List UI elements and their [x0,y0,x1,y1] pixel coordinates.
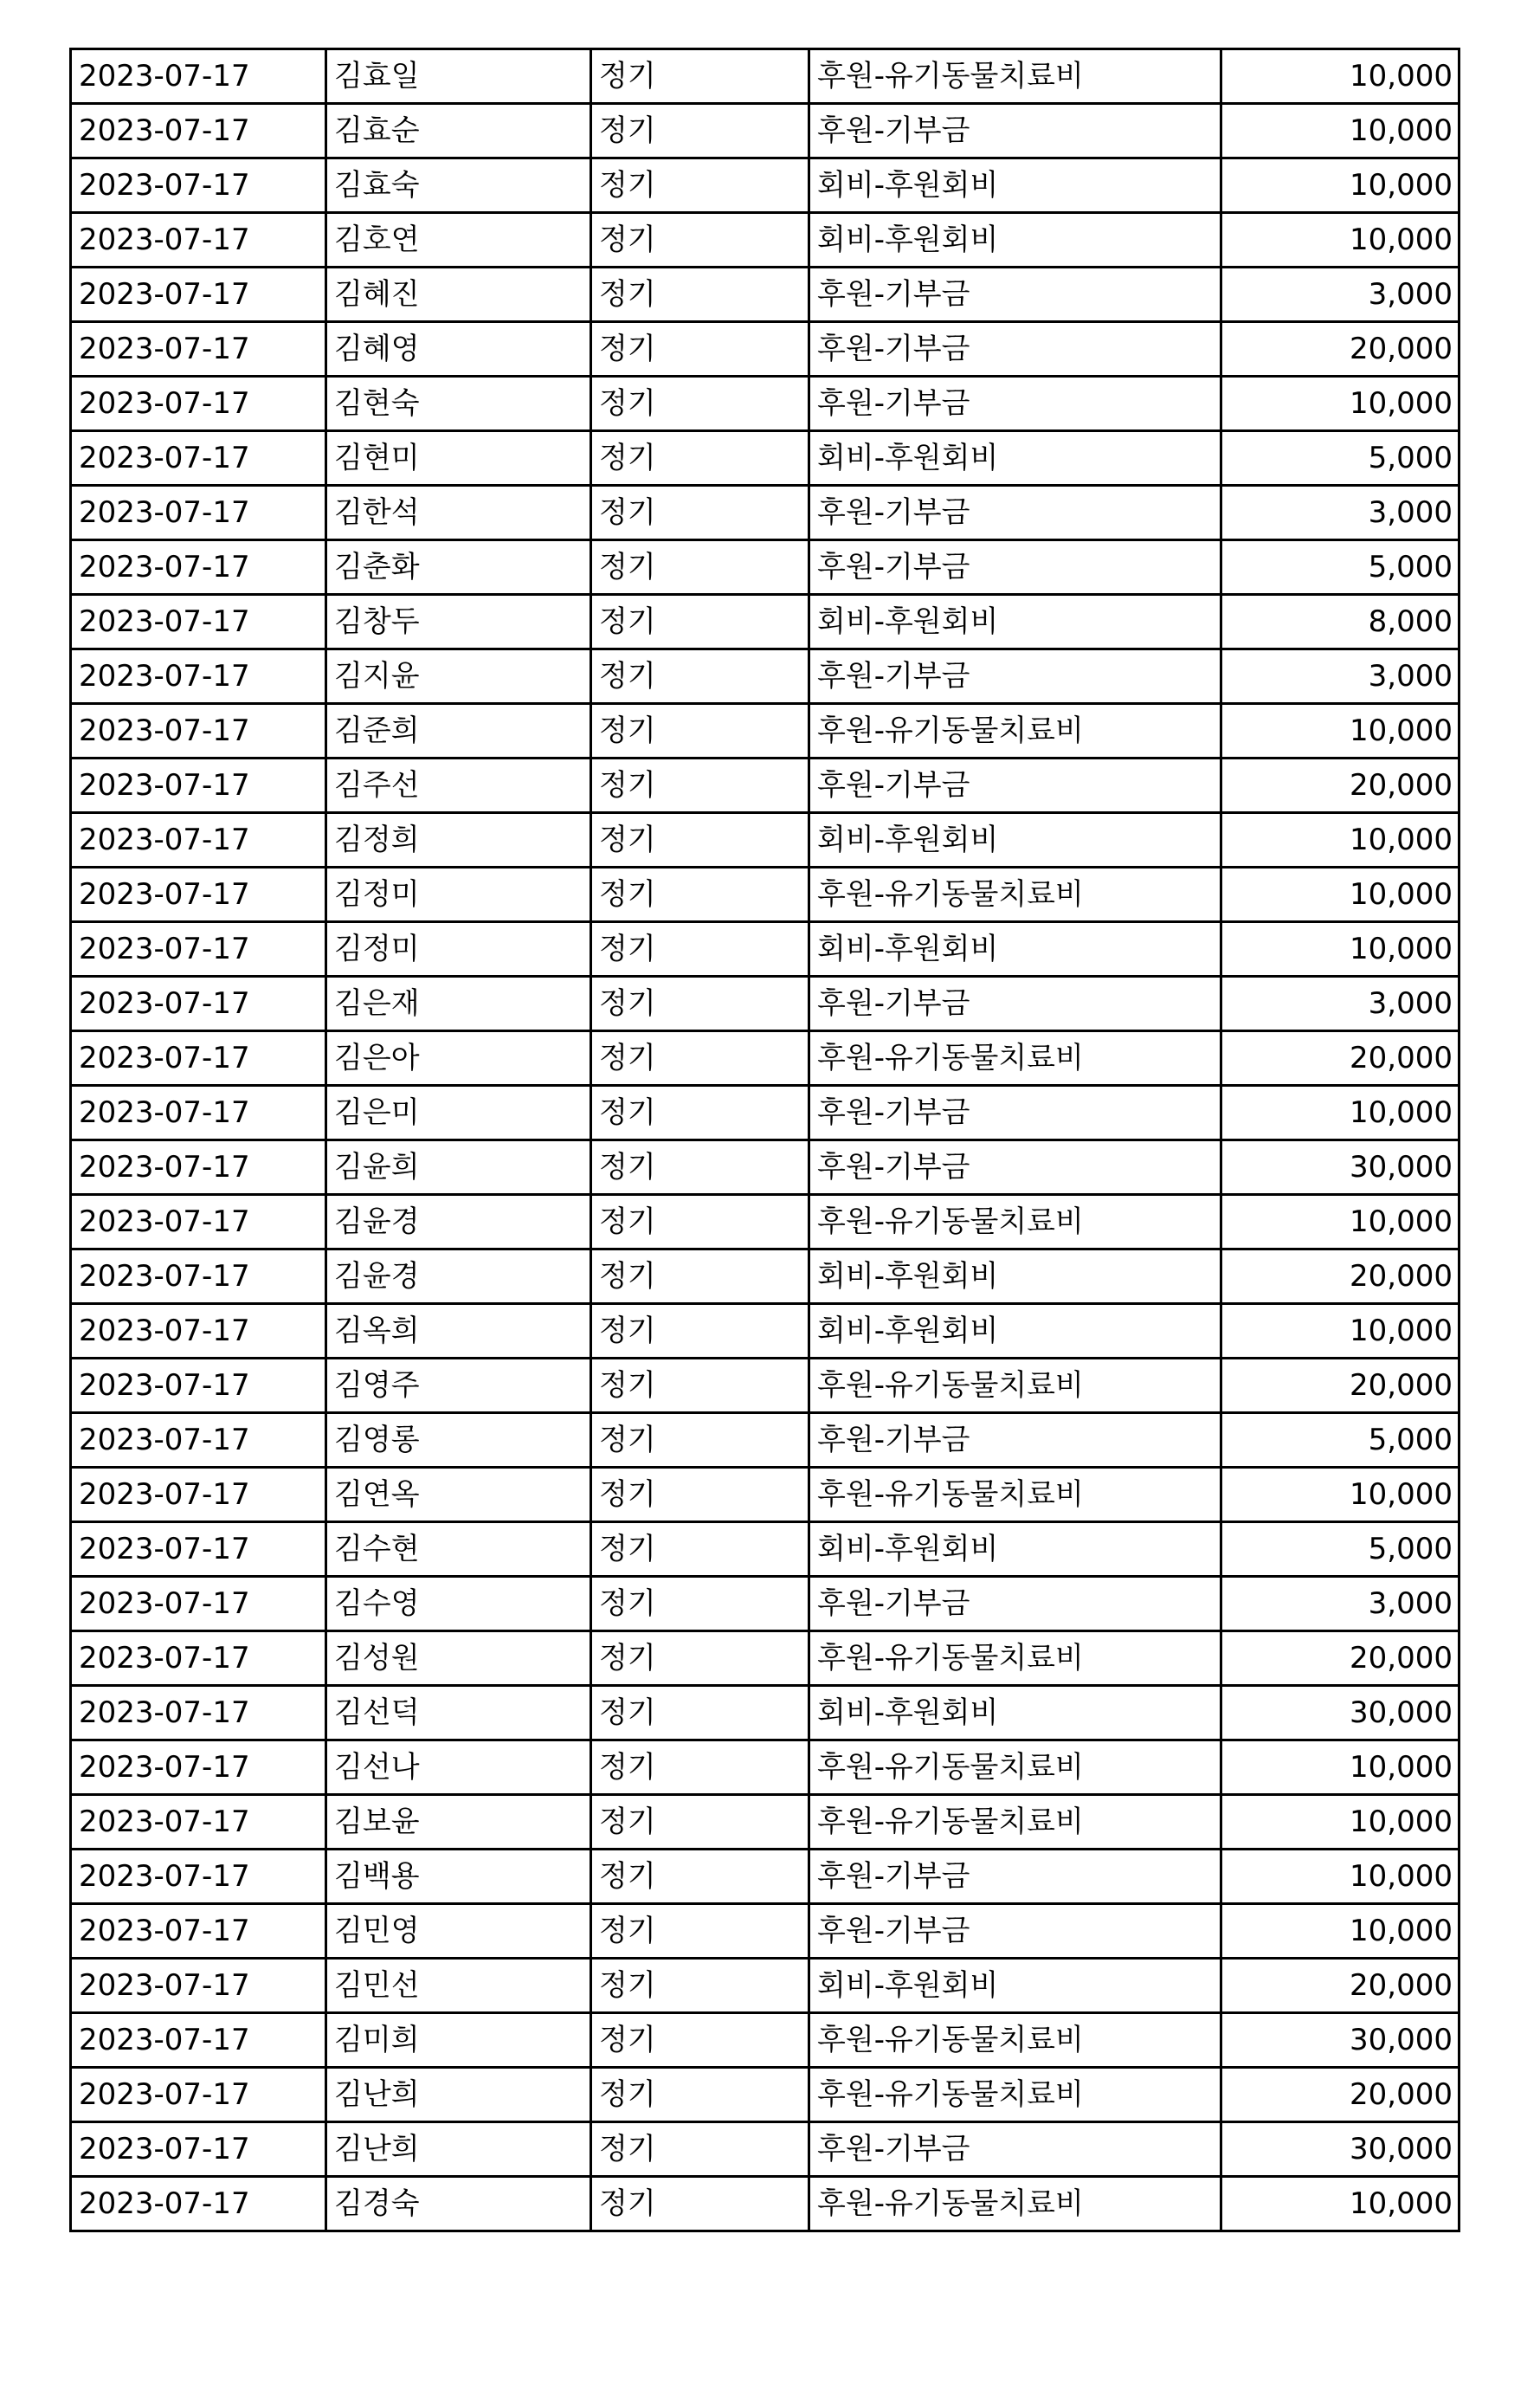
table-row [71,1686,1459,1740]
donor-name-cell: 김현숙 [326,377,591,431]
date-cell: 2023-07-17 [71,49,326,104]
table-row [71,1577,1459,1631]
donor-name-cell: 김호연 [326,213,591,268]
category-cell: 후원-기부금 [809,1850,1221,1904]
donation-type-cell: 정기 [591,595,809,649]
category-cell: 후원-기부금 [809,759,1221,813]
donation-type-cell: 정기 [591,1468,809,1522]
amount-cell: 30,000 [1221,1686,1459,1740]
table-row [71,1086,1459,1140]
donor-name-cell: 김수영 [326,1577,591,1631]
donation-type-cell: 정기 [591,268,809,322]
donor-name-cell: 김선덕 [326,1686,591,1740]
category-cell: 후원-기부금 [809,2122,1221,2177]
amount-cell: 30,000 [1221,2013,1459,2068]
category-cell: 후원-기부금 [809,1413,1221,1468]
table-row [71,2068,1459,2122]
donor-name-cell: 김혜영 [326,322,591,377]
donor-name-cell: 김효일 [326,49,591,104]
amount-cell: 8,000 [1221,595,1459,649]
category-cell: 회비-후원회비 [809,595,1221,649]
amount-cell: 3,000 [1221,268,1459,322]
amount-cell: 20,000 [1221,759,1459,813]
table-row [71,759,1459,813]
table-row [71,1740,1459,1795]
ledger-body [71,49,1459,2231]
donor-name-cell: 김효순 [326,104,591,158]
category-cell: 후원-유기동물치료비 [809,1740,1221,1795]
category-cell: 후원-유기동물치료비 [809,49,1221,104]
table-row [71,1959,1459,2013]
category-cell: 후원-기부금 [809,649,1221,704]
donor-name-cell: 김윤경 [326,1195,591,1249]
date-cell: 2023-07-17 [71,1195,326,1249]
date-cell: 2023-07-17 [71,1359,326,1413]
date-cell: 2023-07-17 [71,1249,326,1304]
donation-type-cell: 정기 [591,1359,809,1413]
donor-name-cell: 김은미 [326,1086,591,1140]
table-row [71,1904,1459,1959]
amount-cell: 10,000 [1221,1904,1459,1959]
amount-cell: 20,000 [1221,1959,1459,2013]
amount-cell: 30,000 [1221,2122,1459,2177]
category-cell: 후원-기부금 [809,1904,1221,1959]
donation-type-cell: 정기 [591,1795,809,1850]
donation-type-cell: 정기 [591,1577,809,1631]
donation-type-cell: 정기 [591,1850,809,1904]
amount-cell: 10,000 [1221,104,1459,158]
category-cell: 후원-기부금 [809,268,1221,322]
table-row [71,377,1459,431]
donor-name-cell: 김한석 [326,486,591,540]
amount-cell: 10,000 [1221,868,1459,922]
amount-cell: 10,000 [1221,49,1459,104]
donation-type-cell: 정기 [591,2122,809,2177]
table-row [71,649,1459,704]
donation-type-cell: 정기 [591,158,809,213]
date-cell: 2023-07-17 [71,649,326,704]
category-cell: 후원-기부금 [809,322,1221,377]
table-row [71,922,1459,977]
donor-name-cell: 김선나 [326,1740,591,1795]
donor-name-cell: 김영주 [326,1359,591,1413]
table-row [71,104,1459,158]
date-cell: 2023-07-17 [71,2122,326,2177]
category-cell: 회비-후원회비 [809,213,1221,268]
amount-cell: 10,000 [1221,2177,1459,2231]
category-cell: 후원-유기동물치료비 [809,2013,1221,2068]
donation-type-cell: 정기 [591,1304,809,1359]
table-row [71,268,1459,322]
category-cell: 후원-유기동물치료비 [809,1795,1221,1850]
date-cell: 2023-07-17 [71,759,326,813]
date-cell: 2023-07-17 [71,2068,326,2122]
amount-cell: 5,000 [1221,540,1459,595]
amount-cell: 20,000 [1221,1249,1459,1304]
table-row [71,1249,1459,1304]
table-row [71,2013,1459,2068]
date-cell: 2023-07-17 [71,1577,326,1631]
donor-name-cell: 김정희 [326,813,591,868]
donor-name-cell: 김연옥 [326,1468,591,1522]
donation-type-cell: 정기 [591,759,809,813]
date-cell: 2023-07-17 [71,431,326,486]
date-cell: 2023-07-17 [71,1850,326,1904]
donor-name-cell: 김윤희 [326,1140,591,1195]
category-cell: 후원-기부금 [809,1140,1221,1195]
date-cell: 2023-07-17 [71,1140,326,1195]
category-cell: 후원-기부금 [809,104,1221,158]
donor-name-cell: 김경숙 [326,2177,591,2231]
table-row [71,2122,1459,2177]
donor-name-cell: 김보윤 [326,1795,591,1850]
donor-name-cell: 김혜진 [326,268,591,322]
donation-type-cell: 정기 [591,1249,809,1304]
donor-name-cell: 김영롱 [326,1413,591,1468]
donation-type-cell: 정기 [591,1904,809,1959]
category-cell: 후원-유기동물치료비 [809,1468,1221,1522]
donation-type-cell: 정기 [591,431,809,486]
donation-type-cell: 정기 [591,922,809,977]
date-cell: 2023-07-17 [71,2177,326,2231]
category-cell: 후원-기부금 [809,540,1221,595]
category-cell: 후원-유기동물치료비 [809,1031,1221,1086]
category-cell: 후원-유기동물치료비 [809,2177,1221,2231]
amount-cell: 10,000 [1221,922,1459,977]
amount-cell: 10,000 [1221,158,1459,213]
donation-type-cell: 정기 [591,704,809,759]
donation-type-cell: 정기 [591,868,809,922]
amount-cell: 3,000 [1221,1577,1459,1631]
amount-cell: 10,000 [1221,1850,1459,1904]
donation-type-cell: 정기 [591,1631,809,1686]
table-row [71,1631,1459,1686]
category-cell: 후원-유기동물치료비 [809,1195,1221,1249]
amount-cell: 10,000 [1221,1086,1459,1140]
category-cell: 회비-후원회비 [809,1249,1221,1304]
date-cell: 2023-07-17 [71,1031,326,1086]
date-cell: 2023-07-17 [71,1959,326,2013]
table-row [71,431,1459,486]
table-row [71,158,1459,213]
date-cell: 2023-07-17 [71,922,326,977]
table-row [71,2177,1459,2231]
donor-name-cell: 김민영 [326,1904,591,1959]
donation-type-cell: 정기 [591,49,809,104]
amount-cell: 5,000 [1221,1413,1459,1468]
category-cell: 회비-후원회비 [809,158,1221,213]
category-cell: 후원-유기동물치료비 [809,1631,1221,1686]
category-cell: 회비-후원회비 [809,1304,1221,1359]
table-row [71,1304,1459,1359]
donation-type-cell: 정기 [591,213,809,268]
donor-name-cell: 김백용 [326,1850,591,1904]
category-cell: 회비-후원회비 [809,431,1221,486]
date-cell: 2023-07-17 [71,1086,326,1140]
category-cell: 후원-유기동물치료비 [809,868,1221,922]
amount-cell: 10,000 [1221,213,1459,268]
donation-ledger-table [69,48,1460,2232]
amount-cell: 20,000 [1221,1631,1459,1686]
date-cell: 2023-07-17 [71,1686,326,1740]
table-row [71,49,1459,104]
amount-cell: 10,000 [1221,377,1459,431]
date-cell: 2023-07-17 [71,486,326,540]
donation-type-cell: 정기 [591,1086,809,1140]
donor-name-cell: 김옥희 [326,1304,591,1359]
amount-cell: 10,000 [1221,1304,1459,1359]
date-cell: 2023-07-17 [71,213,326,268]
amount-cell: 30,000 [1221,1140,1459,1195]
category-cell: 후원-기부금 [809,486,1221,540]
date-cell: 2023-07-17 [71,104,326,158]
category-cell: 후원-기부금 [809,1086,1221,1140]
table-row [71,213,1459,268]
date-cell: 2023-07-17 [71,1413,326,1468]
donation-type-cell: 정기 [591,2068,809,2122]
donor-name-cell: 김난희 [326,2122,591,2177]
date-cell: 2023-07-17 [71,595,326,649]
donor-name-cell: 김현미 [326,431,591,486]
table-row [71,1522,1459,1577]
donor-name-cell: 김은아 [326,1031,591,1086]
amount-cell: 20,000 [1221,1359,1459,1413]
donor-name-cell: 김난희 [326,2068,591,2122]
table-row [71,1140,1459,1195]
table-row [71,1850,1459,1904]
date-cell: 2023-07-17 [71,1631,326,1686]
amount-cell: 10,000 [1221,1468,1459,1522]
table-row [71,540,1459,595]
table-row [71,977,1459,1031]
date-cell: 2023-07-17 [71,158,326,213]
table-row [71,322,1459,377]
donor-name-cell: 김윤경 [326,1249,591,1304]
amount-cell: 5,000 [1221,1522,1459,1577]
amount-cell: 20,000 [1221,2068,1459,2122]
category-cell: 후원-유기동물치료비 [809,2068,1221,2122]
date-cell: 2023-07-17 [71,1904,326,1959]
donation-type-cell: 정기 [591,1959,809,2013]
category-cell: 회비-후원회비 [809,922,1221,977]
donation-type-cell: 정기 [591,2177,809,2231]
donor-name-cell: 김정미 [326,868,591,922]
amount-cell: 5,000 [1221,431,1459,486]
donation-type-cell: 정기 [591,322,809,377]
category-cell: 후원-유기동물치료비 [809,1359,1221,1413]
table-row [71,1031,1459,1086]
category-cell: 회비-후원회비 [809,813,1221,868]
date-cell: 2023-07-17 [71,322,326,377]
amount-cell: 10,000 [1221,704,1459,759]
table-row [71,595,1459,649]
donor-name-cell: 김정미 [326,922,591,977]
amount-cell: 10,000 [1221,1740,1459,1795]
donation-type-cell: 정기 [591,1140,809,1195]
donor-name-cell: 김주선 [326,759,591,813]
table-row [71,704,1459,759]
date-cell: 2023-07-17 [71,977,326,1031]
date-cell: 2023-07-17 [71,540,326,595]
donor-name-cell: 김지윤 [326,649,591,704]
category-cell: 회비-후원회비 [809,1686,1221,1740]
donor-name-cell: 김준희 [326,704,591,759]
date-cell: 2023-07-17 [71,377,326,431]
table-row [71,1359,1459,1413]
donation-type-cell: 정기 [591,977,809,1031]
donation-type-cell: 정기 [591,1413,809,1468]
donor-name-cell: 김창두 [326,595,591,649]
donation-type-cell: 정기 [591,377,809,431]
donation-type-cell: 정기 [591,1195,809,1249]
donor-name-cell: 김춘화 [326,540,591,595]
amount-cell: 20,000 [1221,322,1459,377]
donation-type-cell: 정기 [591,1686,809,1740]
category-cell: 후원-기부금 [809,977,1221,1031]
donation-type-cell: 정기 [591,813,809,868]
category-cell: 후원-기부금 [809,1577,1221,1631]
amount-cell: 3,000 [1221,486,1459,540]
table-row [71,486,1459,540]
donor-name-cell: 김수현 [326,1522,591,1577]
table-row [71,1795,1459,1850]
date-cell: 2023-07-17 [71,1522,326,1577]
amount-cell: 3,000 [1221,977,1459,1031]
date-cell: 2023-07-17 [71,813,326,868]
category-cell: 회비-후원회비 [809,1959,1221,2013]
amount-cell: 10,000 [1221,1795,1459,1850]
donation-type-cell: 정기 [591,649,809,704]
table-row [71,813,1459,868]
category-cell: 회비-후원회비 [809,1522,1221,1577]
donation-type-cell: 정기 [591,1522,809,1577]
donation-type-cell: 정기 [591,104,809,158]
donor-name-cell: 김성원 [326,1631,591,1686]
category-cell: 후원-기부금 [809,377,1221,431]
donation-type-cell: 정기 [591,486,809,540]
date-cell: 2023-07-17 [71,2013,326,2068]
amount-cell: 10,000 [1221,813,1459,868]
amount-cell: 3,000 [1221,649,1459,704]
date-cell: 2023-07-17 [71,1304,326,1359]
donation-type-cell: 정기 [591,1740,809,1795]
donor-name-cell: 김은재 [326,977,591,1031]
donation-type-cell: 정기 [591,1031,809,1086]
donor-name-cell: 김민선 [326,1959,591,2013]
table-row [71,1468,1459,1522]
category-cell: 후원-유기동물치료비 [809,704,1221,759]
table-row [71,1413,1459,1468]
date-cell: 2023-07-17 [71,868,326,922]
amount-cell: 20,000 [1221,1031,1459,1086]
date-cell: 2023-07-17 [71,1740,326,1795]
date-cell: 2023-07-17 [71,1468,326,1522]
table-row [71,1195,1459,1249]
donation-type-cell: 정기 [591,2013,809,2068]
donation-type-cell: 정기 [591,540,809,595]
date-cell: 2023-07-17 [71,268,326,322]
donor-name-cell: 김효숙 [326,158,591,213]
amount-cell: 10,000 [1221,1195,1459,1249]
donor-name-cell: 김미희 [326,2013,591,2068]
table-row [71,868,1459,922]
date-cell: 2023-07-17 [71,704,326,759]
date-cell: 2023-07-17 [71,1795,326,1850]
